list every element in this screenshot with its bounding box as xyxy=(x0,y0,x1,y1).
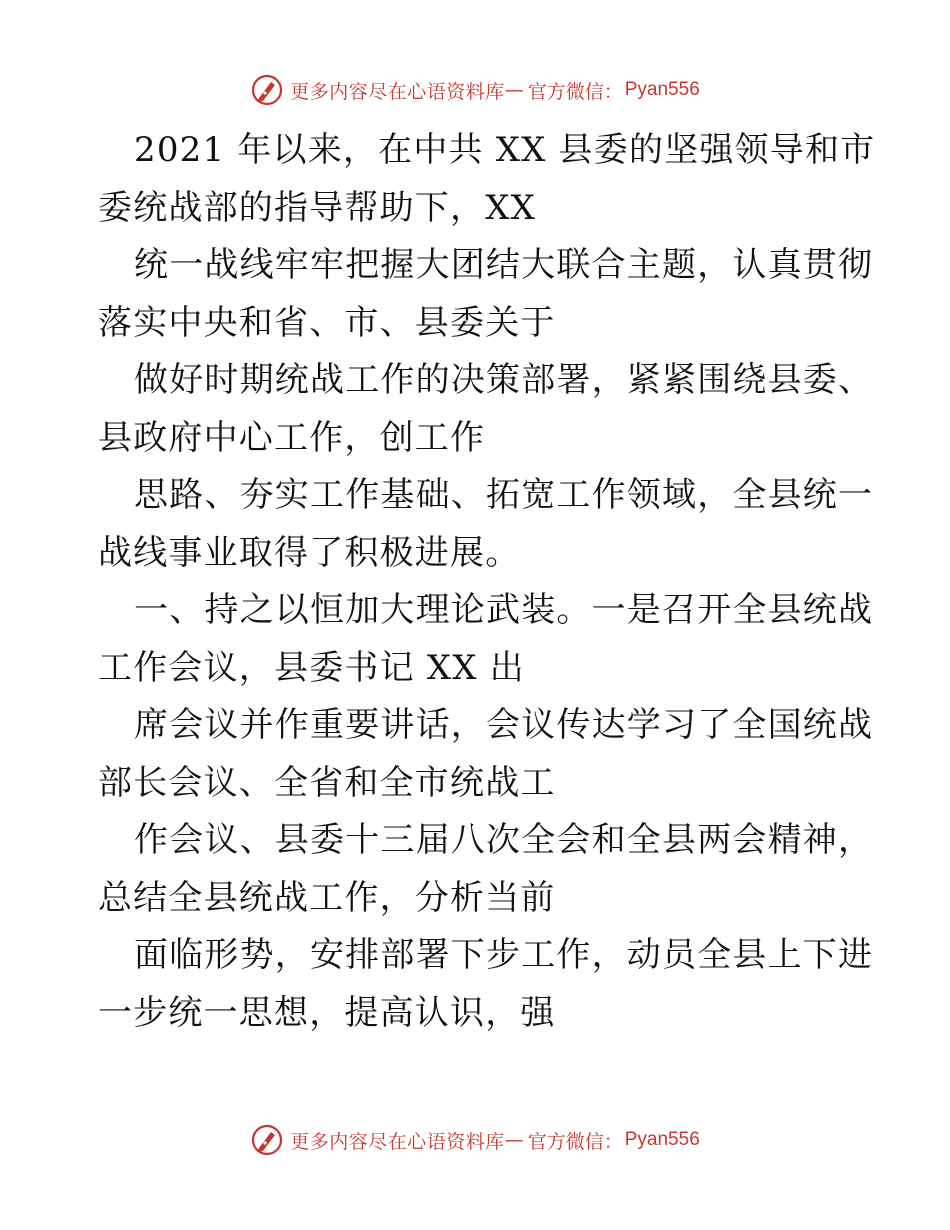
body-line: 席会议并作重要讲话，会议传达学习了全国统战 xyxy=(134,705,874,745)
watermark-label: 官方微信： xyxy=(527,80,623,103)
pen-logo-icon xyxy=(250,73,284,107)
body-line: 2021 年以来，在中共 XX 县委的坚强领导和市 xyxy=(134,130,876,170)
body-line: 县政府中心工作，创工作 xyxy=(98,417,486,458)
body-line: 一步统一思想，提高认识，强 xyxy=(98,992,556,1033)
body-line: 落实中央和省、市、县委关于 xyxy=(98,302,556,343)
watermark-wechat-id: Pyan556 xyxy=(624,79,700,100)
watermark-brand-text: 更多内容尽在心语资料库 xyxy=(290,80,505,103)
watermark-dash: — xyxy=(504,1129,524,1151)
body-line: 思路、夯实工作基础、拓宽工作领域，全县统一 xyxy=(134,475,874,515)
watermark-brand-text: 更多内容尽在心语资料库 xyxy=(290,1130,505,1153)
body-line: 做好时期统战工作的决策部署，紧紧围绕县委、 xyxy=(134,360,874,400)
header-watermark xyxy=(0,70,950,110)
document-body xyxy=(98,122,876,1042)
body-line: 面临形势，安排部署下步工作，动员全县上下进 xyxy=(134,935,874,975)
body-line: 战线事业取得了积极进展。 xyxy=(98,532,521,573)
watermark-label: 官方微信： xyxy=(527,1130,623,1153)
body-line: 统一战线牢牢把握大团结大联合主题，认真贯彻 xyxy=(134,245,874,285)
body-line: 委统战部的指导帮助下，XX xyxy=(98,187,537,228)
pen-logo-icon xyxy=(250,1123,284,1157)
body-line: 总结全县统战工作，分析当前 xyxy=(98,877,556,918)
body-line: 一、持之以恒加大理论武装。一是召开全县统战 xyxy=(134,590,874,630)
watermark-wechat-id: Pyan556 xyxy=(624,1129,700,1150)
watermark-dash: — xyxy=(504,79,524,101)
body-line: 工作会议，县委书记 XX 出 xyxy=(98,647,525,688)
footer-watermark xyxy=(0,1120,950,1160)
body-line: 部长会议、全省和全市统战工 xyxy=(98,762,556,803)
body-line: 作会议、县委十三届八次全会和全县两会精神， xyxy=(134,820,874,860)
